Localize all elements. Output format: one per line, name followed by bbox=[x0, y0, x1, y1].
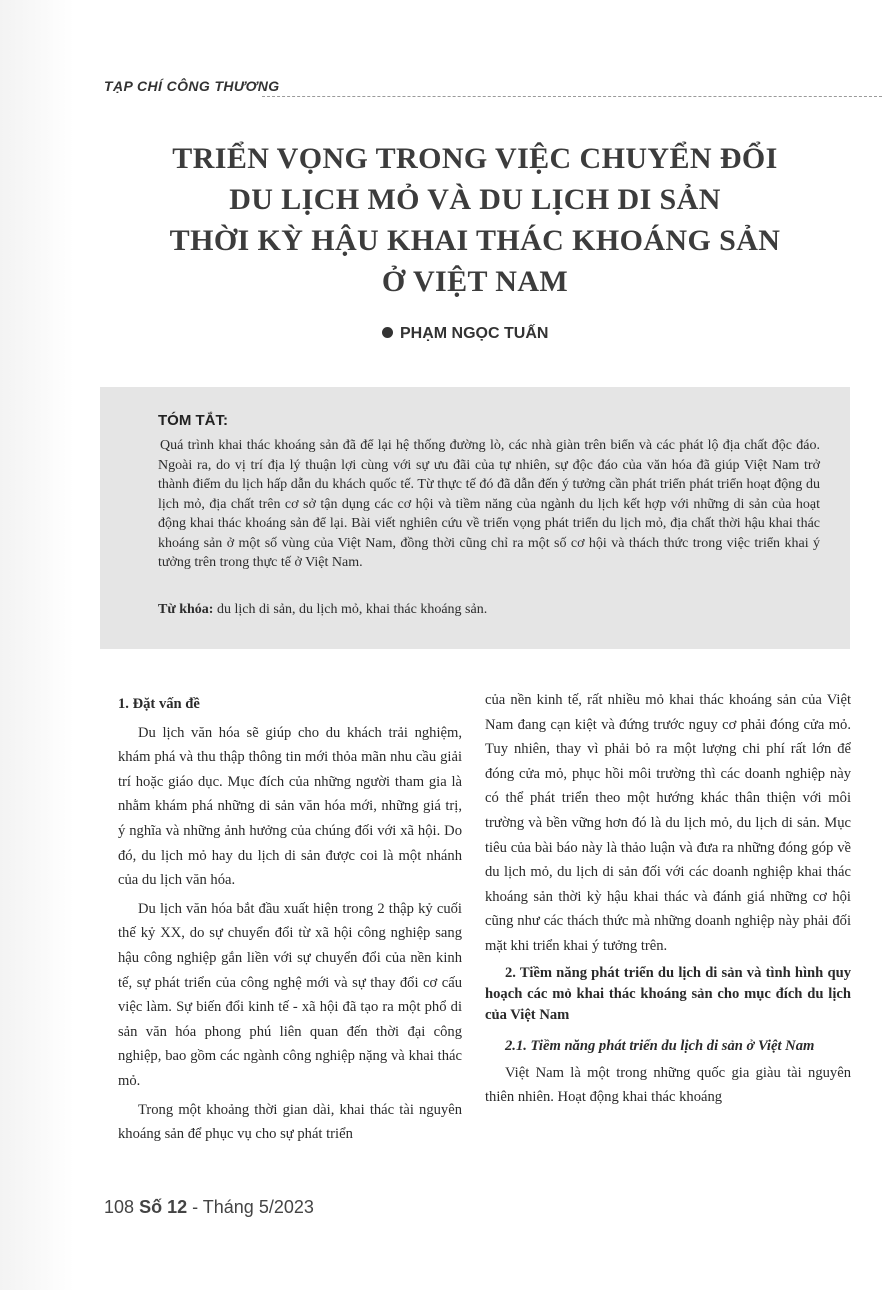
header-rule bbox=[262, 96, 882, 97]
issue-date: - Tháng 5/2023 bbox=[192, 1197, 314, 1217]
author-byline bbox=[382, 325, 548, 343]
body-paragraph: Du lịch văn hóa bắt đầu xuất hiện trong 2 thập kỷ cuối thế kỷ XX, do sự chuyển đổi từ xã hội công nghiệp sang hậu công nghiệp gắn liền với sự chuyển đổi của nền kinh tế, sự phát triển của công nghệ mới và sự thay đổi cơ cấu việc làm. Sự biến đổi kinh tế - xã hội đã tạo ra một phổ di sản văn hóa phong phú liên quan đến thời đại công nghiệp, bao gồm các ngành công nghiệp nặng và khai thác mỏ. bbox=[118, 900, 462, 1089]
page-footer bbox=[104, 1197, 314, 1218]
page-number: 108 bbox=[104, 1197, 135, 1217]
body-paragraph: Việt Nam là một trong những quốc gia giàu tài nguyên thiên nhiên. Hoạt động khai thác khoáng bbox=[485, 1064, 851, 1106]
body-column-right bbox=[485, 688, 851, 1110]
keywords-text: du lịch di sản, du lịch mỏ, khai thác khoáng sản. bbox=[216, 602, 488, 617]
title-line: THỜI KỲ HẬU KHAI THÁC KHOÁNG SẢN bbox=[169, 224, 781, 257]
keywords-label: Từ khóa: bbox=[158, 602, 214, 617]
author-name: PHẠM NGỌC TUẤN bbox=[400, 325, 549, 342]
subsection-heading: 2.1. Tiềm năng phát triển du lịch di sản ở Việt Nam bbox=[505, 1037, 815, 1054]
issue-label: Số 12 bbox=[139, 1197, 188, 1217]
journal-name: TẠP CHÍ CÔNG THƯƠNG bbox=[104, 78, 280, 94]
body-paragraph: Du lịch văn hóa sẽ giúp cho du khách trải nghiệm, khám phá và thu thập thông tin mới thỏa mãn nhu cầu giải trí hoặc giáo dục. Mục đích của những người tham gia là nhằm khám phá những di sản văn hóa mới, những giá trị, ý nghĩa và những ảnh hưởng của chúng đối với xã hội. Do đó, du lịch mỏ hay du lịch di sản được coi là một nhánh của du lịch văn hóa. bbox=[118, 724, 462, 889]
abstract-text: Quá trình khai thác khoáng sản đã để lại hệ thống đường lò, các nhà giàn trên biển và các phát lộ địa chất độc đáo. Ngoài ra, do vị trí địa lý thuận lợi cùng với sự ưu đãi của tự nhiên, sự độc đáo của văn hóa đã giúp Việt Nam trở thành điểm du lịch hấp dẫn du khách quốc tế. Từ thực tế đó đã dẫn đến ý tưởng cần phát triển phát triển hoạt động du lịch mỏ, địa chất trên cơ sở tận dụng các cơ hội và tiềm năng của ngành du lịch kết hợp với những di sản của hoạt động khai thác khoáng sản để lại. Bài viết nghiên cứu về triển vọng phát triển du lịch mỏ, địa chất thời hậu khai thác khoáng sản ở một số vùng của Việt Nam, đồng thời cũng chỉ ra một số cơ hội và thách thức trong việc triển khai ý tưởng trên trong thực tế ở Việt Nam. bbox=[158, 438, 820, 570]
title-line: TRIỂN VỌNG TRONG VIỆC CHUYỂN ĐỔI bbox=[172, 142, 778, 175]
title-line: Ở VIỆT NAM bbox=[381, 265, 569, 298]
page-margin-shade bbox=[0, 0, 74, 1290]
body-paragraph: của nền kinh tế, rất nhiều mỏ khai thác khoáng sản của Việt Nam đang cạn kiệt và đứng trước nguy cơ phải đóng cửa mỏ. Tuy nhiên, thay vì phải bỏ ra một lượng chi phí rất lớn để đóng cửa mỏ, phục hồi môi trường thì các doanh nghiệp này có thể phát triển theo một hướng khác thân thiện với môi trường và bền vững hơn đó là du lịch mỏ, du lịch di sản. Mục tiêu của bài báo này là thảo luận và đưa ra những đóng góp về du lịch mỏ, du lịch di sản đối với các doanh nghiệp khai thác khoáng sản thời kỳ hậu khai thác và đánh giá những cơ hội cũng như các thách thức mà những doanh nghiệp này phải đối mặt khi triển khai ý tưởng trên. bbox=[485, 692, 851, 954]
body-column-left bbox=[118, 692, 462, 1147]
bullet-icon bbox=[382, 327, 393, 338]
body-paragraph: Trong một khoảng thời gian dài, khai thác tài nguyên khoáng sản để phục vụ cho sự phát triển bbox=[118, 1101, 462, 1143]
section-heading: 2. Tiềm năng phát triển du lịch di sản và tình hình quy hoạch các mỏ khai thác khoáng sản cho mục đích du lịch của Việt Nam bbox=[485, 964, 851, 1023]
section-heading: 1. Đặt vấn đề bbox=[118, 696, 200, 712]
abstract-heading: TÓM TẮT: bbox=[158, 412, 228, 429]
article-title bbox=[100, 138, 850, 302]
abstract-keywords bbox=[158, 600, 820, 619]
title-line: DU LỊCH MỎ VÀ DU LỊCH DI SẢN bbox=[229, 183, 721, 216]
